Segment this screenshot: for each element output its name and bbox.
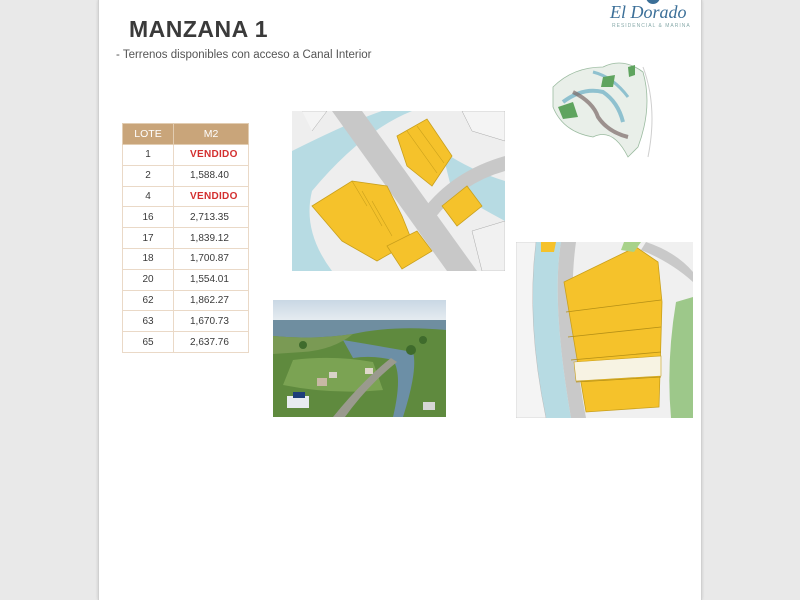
table-header-row xyxy=(123,124,249,145)
cell-m2: 1,588.40 xyxy=(174,165,249,186)
cell-m2-sold-badge: VENDIDO xyxy=(174,186,249,207)
cell-lote: 65 xyxy=(123,332,174,353)
cell-lote: 1 xyxy=(123,145,174,166)
aerial-photo xyxy=(273,300,446,417)
cell-m2: 1,700.87 xyxy=(174,248,249,269)
table-row xyxy=(123,311,249,332)
cell-m2: 1,554.01 xyxy=(174,269,249,290)
cell-lote: 20 xyxy=(123,269,174,290)
table-row xyxy=(123,145,249,166)
cell-m2: 1,670.73 xyxy=(174,311,249,332)
cell-lote: 16 xyxy=(123,207,174,228)
cell-lote: 18 xyxy=(123,248,174,269)
lot-plan-image-upper xyxy=(292,111,505,271)
logo-text: El Dorado xyxy=(610,2,687,22)
page-title: MANZANA 1 xyxy=(129,16,269,42)
table-row xyxy=(123,165,249,186)
logo-tagline: RESIDENCIAL & MARINA xyxy=(612,23,691,29)
master-plan-image xyxy=(543,47,660,167)
table-row xyxy=(123,248,249,269)
cell-lote: 63 xyxy=(123,311,174,332)
cell-m2: 1,839.12 xyxy=(174,228,249,249)
document-page xyxy=(98,0,702,600)
table-row xyxy=(123,332,249,353)
table-row xyxy=(123,269,249,290)
cell-lote: 17 xyxy=(123,228,174,249)
table-row xyxy=(123,207,249,228)
el-dorado-logo xyxy=(604,0,694,36)
cell-lote: 62 xyxy=(123,290,174,311)
cell-lote: 4 xyxy=(123,186,174,207)
cell-m2: 2,637.76 xyxy=(174,332,249,353)
table-row xyxy=(123,290,249,311)
table-row xyxy=(123,228,249,249)
lot-plan-image-lower xyxy=(516,242,693,418)
cell-m2: 1,862.27 xyxy=(174,290,249,311)
cell-m2: 2,713.35 xyxy=(174,207,249,228)
column-header-lote: LOTE xyxy=(123,124,174,145)
table-body xyxy=(123,145,249,353)
page-subtitle: - Terrenos disponibles con acceso a Canal Interior xyxy=(116,49,372,61)
column-header-m2: M2 xyxy=(174,124,249,145)
cell-lote: 2 xyxy=(123,165,174,186)
lots-table xyxy=(122,123,249,353)
cell-m2-sold-badge: VENDIDO xyxy=(174,145,249,166)
table-row xyxy=(123,186,249,207)
